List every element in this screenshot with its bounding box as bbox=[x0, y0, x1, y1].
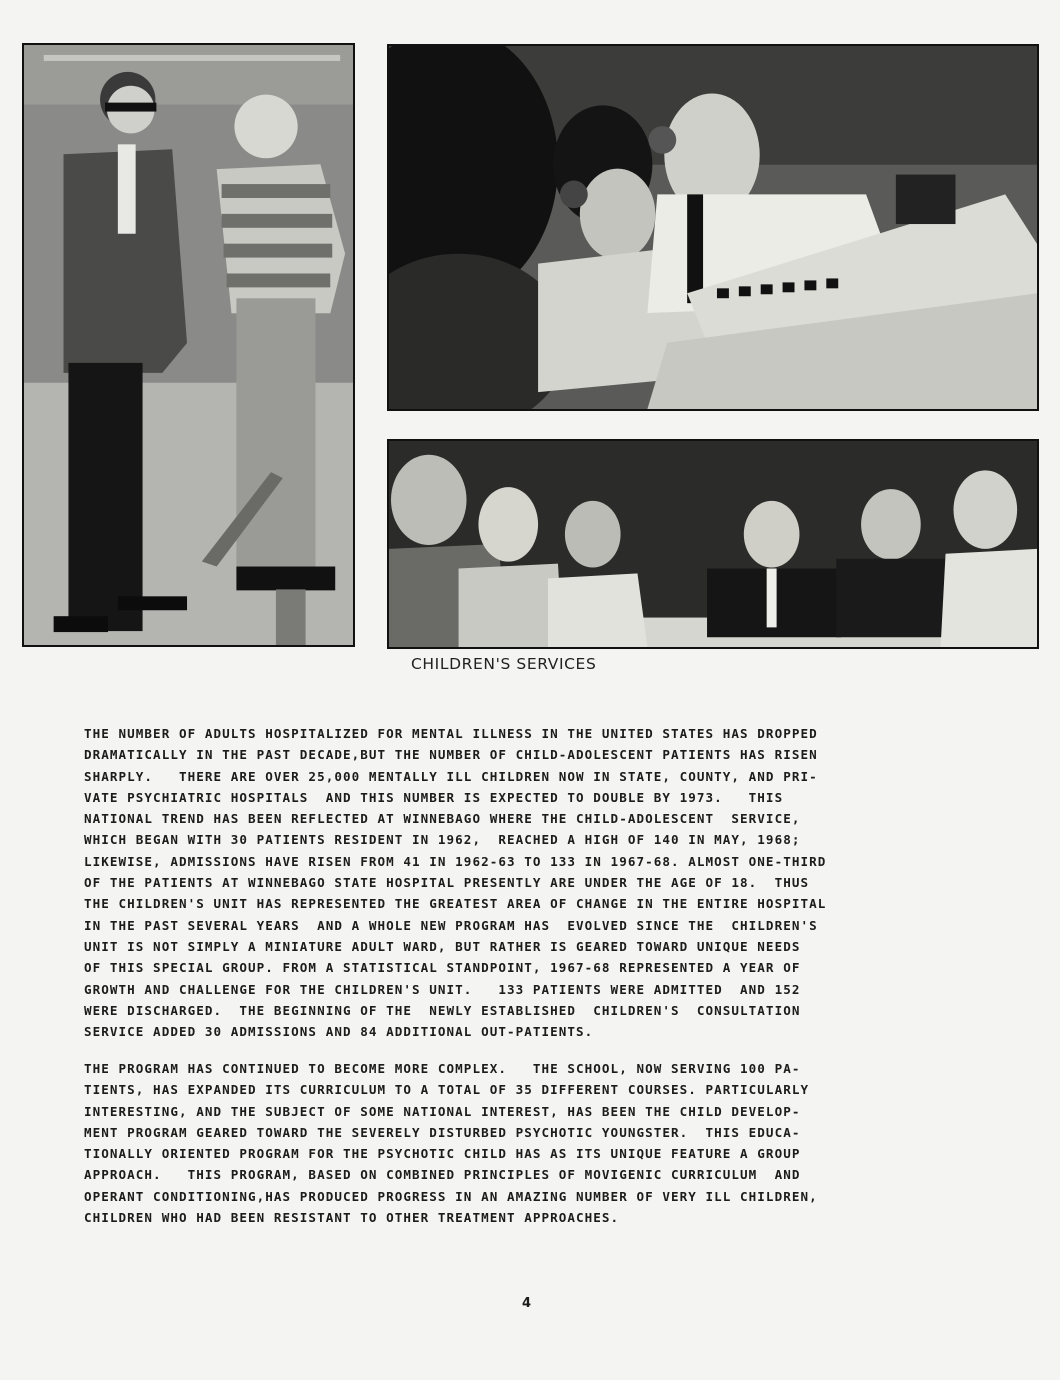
text-line: LIKEWISE, ADMISSIONS HAVE RISEN FROM 41 IN 1962-63 TO 133 IN 1967-68. ALMOST ONE-THIRD bbox=[84, 853, 827, 869]
text-line: GROWTH AND CHALLENGE FOR THE CHILDREN'S UNIT. 133 PATIENTS WERE ADMITTED AND 152 bbox=[84, 981, 801, 997]
staff-conference-scene bbox=[389, 441, 1037, 647]
text-line: NATIONAL TREND HAS BEEN REFLECTED AT WINNEBAGO WHERE THE CHILD-ADOLESCENT SERVICE, bbox=[84, 811, 801, 827]
photo-listening-lab bbox=[387, 44, 1039, 411]
photo-balance-beam bbox=[22, 43, 355, 647]
text-line: IN THE PAST SEVERAL YEARS AND A WHOLE NEW PROGRAM HAS EVOLVED SINCE THE CHILDREN'S bbox=[84, 917, 818, 933]
text-line: OPERANT CONDITIONING,HAS PRODUCED PROGRESS IN AN AMAZING NUMBER OF VERY ILL CHILDREN, bbox=[84, 1188, 818, 1204]
listening-lab-scene bbox=[389, 46, 1037, 409]
text-line: DRAMATICALLY IN THE PAST DECADE,BUT THE NUMBER OF CHILD-ADOLESCENT PATIENTS HAS RISEN bbox=[84, 747, 818, 763]
text-line: SERVICE ADDED 30 ADMISSIONS AND 84 ADDITIONAL OUT-PATIENTS. bbox=[84, 1024, 594, 1040]
balance-beam-scene bbox=[24, 45, 353, 645]
text-line: UNIT IS NOT SIMPLY A MINIATURE ADULT WARD, BUT RATHER IS GEARED TOWARD UNIQUE NEEDS bbox=[84, 938, 801, 954]
text-line: TIENTS, HAS EXPANDED ITS CURRICULUM TO A TOTAL OF 35 DIFFERENT COURSES. PARTICULARLY bbox=[84, 1082, 810, 1098]
text-line: SHARPLY. THERE ARE OVER 25,000 MENTALLY ILL CHILDREN NOW IN STATE, COUNTY, AND PRI- bbox=[84, 768, 818, 784]
text-line: WERE DISCHARGED. THE BEGINNING OF THE NEWLY ESTABLISHED CHILDREN'S CONSULTATION bbox=[84, 1002, 801, 1018]
text-line: OF THE PATIENTS AT WINNEBAGO STATE HOSPITAL PRESENTLY ARE UNDER THE AGE OF 18. THUS bbox=[84, 875, 810, 891]
text-line: MENT PROGRAM GEARED TOWARD THE SEVERELY DISTURBED PSYCHOTIC YOUNGSTER. THIS EDUCA- bbox=[84, 1124, 801, 1140]
text-line: VATE PSYCHIATRIC HOSPITALS AND THIS NUMBER IS EXPECTED TO DOUBLE BY 1973. THIS bbox=[84, 789, 784, 805]
photo-caption: CHILDREN'S SERVICES bbox=[411, 655, 597, 673]
text-line: INTERESTING, AND THE SUBJECT OF SOME NATIONAL INTEREST, HAS BEEN THE CHILD DEVELOP- bbox=[84, 1103, 801, 1119]
text-line: CHILDREN WHO HAD BEEN RESISTANT TO OTHER TREATMENT APPROACHES. bbox=[84, 1210, 620, 1226]
paragraph-program bbox=[84, 1058, 994, 1228]
text-line: THE CHILDREN'S UNIT HAS REPRESENTED THE GREATEST AREA OF CHANGE IN THE ENTIRE HOSPITAL bbox=[84, 896, 827, 912]
text-line: WHICH BEGAN WITH 30 PATIENTS RESIDENT IN 1962, REACHED A HIGH OF 140 IN MAY, 1968; bbox=[84, 832, 801, 848]
text-line: OF THIS SPECIAL GROUP. FROM A STATISTICAL STANDPOINT, 1967-68 REPRESENTED A YEAR OF bbox=[84, 960, 801, 976]
text-line: APPROACH. THIS PROGRAM, BASED ON COMBINED PRINCIPLES OF MOVIGENIC CURRICULUM AND bbox=[84, 1167, 801, 1183]
text-line: TIONALLY ORIENTED PROGRAM FOR THE PSYCHOTIC CHILD HAS AS ITS UNIQUE FEATURE A GROUP bbox=[84, 1146, 801, 1162]
text-line: THE PROGRAM HAS CONTINUED TO BECOME MORE COMPLEX. THE SCHOOL, NOW SERVING 100 PA- bbox=[84, 1061, 801, 1076]
page-number: 4 bbox=[522, 1296, 532, 1311]
paragraph-children-unit bbox=[84, 723, 994, 1042]
text-line: THE NUMBER OF ADULTS HOSPITALIZED FOR MENTAL ILLNESS IN THE UNITED STATES HAS DROPPED bbox=[84, 726, 818, 741]
photo-staff-conference bbox=[387, 439, 1039, 649]
